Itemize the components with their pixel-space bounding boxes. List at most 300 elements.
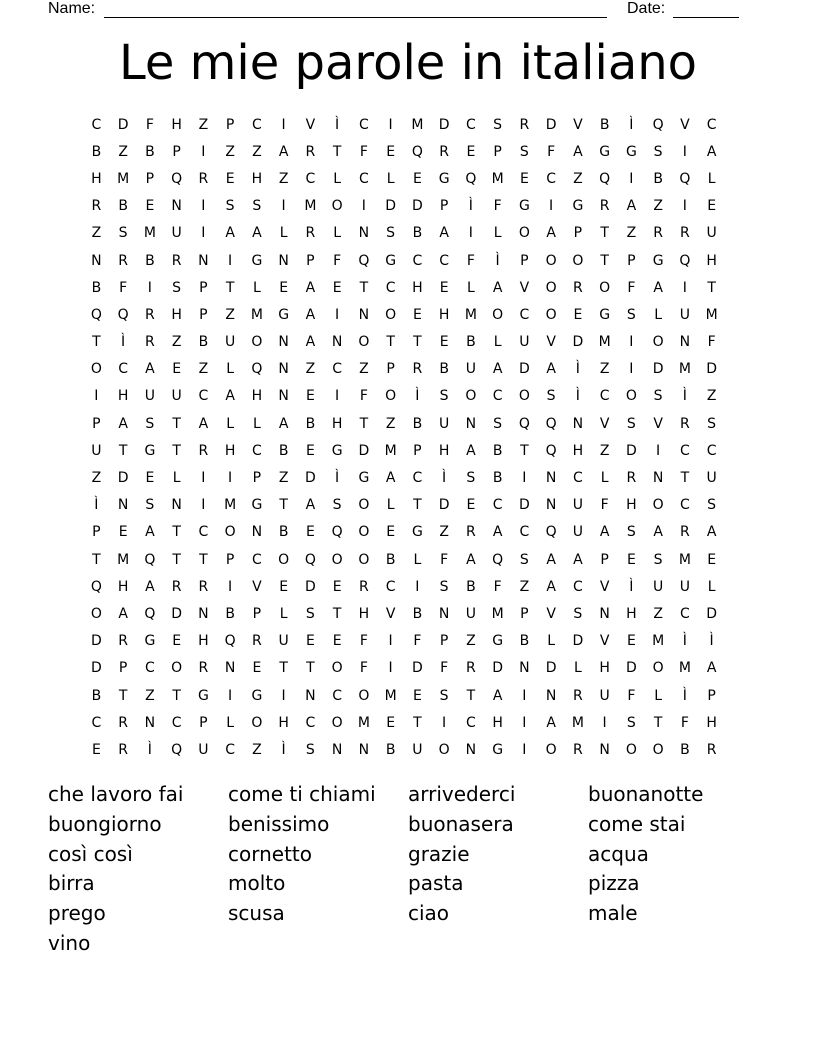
- grid-letter: V: [680, 116, 690, 133]
- grid-letter: C: [679, 442, 690, 459]
- grid-letter: H: [224, 442, 236, 459]
- grid-letter: Q: [90, 578, 102, 595]
- grid-letter: P: [520, 605, 529, 622]
- grid-letter: T: [172, 687, 181, 704]
- grid-letter: H: [626, 497, 637, 514]
- grid-letter: M: [384, 687, 397, 704]
- grid-letter: F: [359, 660, 368, 677]
- date-label: Date:: [627, 0, 666, 17]
- grid-letter: E: [412, 170, 422, 187]
- grid-letter: N: [91, 252, 102, 269]
- grid-letter: E: [412, 306, 422, 323]
- grid-letter: P: [413, 442, 422, 459]
- grid-letter: C: [546, 170, 557, 187]
- grid-letter: A: [118, 605, 128, 622]
- grid-letter: C: [251, 442, 262, 459]
- grid-letter: A: [305, 279, 316, 296]
- grid-letter: Ì: [94, 497, 99, 514]
- grid-letter: C: [305, 170, 316, 187]
- grid-letter: Z: [599, 442, 610, 459]
- grid-letter: V: [519, 279, 530, 296]
- grid-letter: S: [707, 497, 717, 514]
- grid-letter: Ì: [281, 741, 286, 758]
- grid-letter: C: [198, 388, 209, 405]
- grid-letter: T: [520, 442, 529, 459]
- grid-letter: Q: [492, 551, 504, 568]
- grid-letter: D: [572, 633, 584, 650]
- grid-letter: L: [226, 415, 235, 432]
- grid-letter: P: [573, 225, 583, 242]
- word-list-item: come ti chiami: [228, 782, 376, 806]
- grid-letter: Z: [225, 143, 235, 160]
- grid-letter: E: [305, 388, 315, 405]
- word-list-item: cornetto: [228, 841, 313, 866]
- grid-letter: P: [493, 143, 502, 160]
- grid-letter: O: [545, 279, 557, 296]
- grid-letter: I: [415, 578, 420, 595]
- grid-letter: A: [385, 470, 396, 487]
- grid-letter: I: [147, 279, 152, 296]
- grid-letter: V: [385, 605, 396, 622]
- word-list-item: male: [588, 901, 638, 926]
- grid-letter: I: [281, 687, 286, 704]
- grid-letter: T: [413, 714, 422, 731]
- grid-letter: I: [522, 470, 527, 487]
- grid-letter: R: [305, 143, 316, 160]
- word-list-item: scusa: [228, 901, 285, 926]
- grid-letter: G: [518, 198, 530, 215]
- grid-letter: T: [92, 334, 101, 351]
- grid-letter: D: [411, 660, 423, 677]
- grid-letter: L: [707, 578, 716, 595]
- grid-letter: D: [385, 198, 397, 215]
- grid-letter: A: [252, 225, 262, 242]
- grid-letter: O: [545, 741, 557, 758]
- grid-letter: Q: [545, 415, 557, 432]
- grid-letter: D: [706, 361, 718, 378]
- grid-letter: N: [251, 524, 263, 541]
- grid-letter: L: [252, 415, 261, 432]
- grid-letter: B: [439, 361, 449, 378]
- grid-letter: O: [545, 252, 557, 269]
- grid-letter: H: [438, 442, 450, 459]
- word-list-item: buonasera: [408, 811, 514, 836]
- grid-letter: Z: [225, 306, 235, 323]
- grid-letter: D: [171, 605, 183, 622]
- grid-letter: F: [627, 279, 636, 296]
- word-list-item: prego: [48, 901, 106, 926]
- grid-letter: H: [572, 442, 584, 459]
- grid-letter: M: [705, 306, 718, 323]
- grid-letter: P: [199, 714, 208, 731]
- grid-letter: D: [438, 497, 450, 514]
- grid-letter: U: [171, 388, 182, 405]
- grid-letter: C: [144, 660, 155, 677]
- grid-letter: L: [573, 660, 582, 677]
- grid-letter: S: [225, 198, 235, 215]
- grid-letter: G: [251, 687, 263, 704]
- grid-letter: V: [305, 116, 316, 133]
- word-list-item: che lavoro fai: [48, 782, 184, 806]
- grid-letter: Q: [411, 143, 423, 160]
- grid-letter: R: [653, 225, 663, 242]
- grid-letter: Z: [519, 578, 530, 595]
- grid-letter: U: [198, 741, 209, 758]
- grid-letter: O: [625, 741, 637, 758]
- grid-letter: U: [706, 225, 717, 242]
- grid-letter: O: [652, 660, 664, 677]
- grid-letter: B: [466, 578, 476, 595]
- grid-letter: S: [252, 198, 262, 215]
- grid-letter: G: [358, 470, 370, 487]
- grid-letter: V: [599, 415, 610, 432]
- grid-letter: Q: [518, 415, 530, 432]
- grid-letter: R: [198, 660, 209, 677]
- grid-letter: A: [225, 388, 235, 405]
- grid-letter: N: [198, 605, 209, 622]
- grid-letter: G: [197, 687, 209, 704]
- grid-letter: I: [602, 714, 607, 731]
- grid-letter: Ì: [682, 633, 687, 650]
- grid-letter: G: [278, 306, 290, 323]
- grid-letter: O: [599, 279, 611, 296]
- grid-letter: N: [358, 741, 370, 758]
- letter-grid: [83, 111, 725, 764]
- grid-letter: R: [118, 252, 128, 269]
- grid-letter: T: [279, 660, 288, 677]
- grid-letter: A: [466, 551, 476, 568]
- grid-letter: H: [358, 605, 370, 622]
- grid-letter: Ì: [415, 388, 420, 405]
- grid-letter: C: [225, 741, 236, 758]
- grid-letter: T: [359, 415, 369, 432]
- grid-letter: C: [358, 170, 369, 187]
- grid-letter: H: [278, 714, 289, 731]
- grid-letter: V: [252, 578, 262, 595]
- grid-letter: D: [304, 578, 316, 595]
- grid-letter: A: [305, 497, 316, 514]
- grid-letter: S: [626, 306, 636, 323]
- grid-letter: I: [281, 198, 286, 215]
- grid-letter: A: [466, 442, 476, 459]
- grid-letter: T: [680, 470, 690, 487]
- grid-letter: D: [625, 660, 637, 677]
- grid-letter: P: [225, 116, 235, 133]
- grid-letter: U: [91, 442, 102, 459]
- grid-letter: D: [411, 198, 423, 215]
- grid-letter: N: [278, 252, 289, 269]
- grid-letter: M: [678, 551, 691, 568]
- grid-letter: E: [225, 170, 235, 187]
- grid-letter: A: [492, 279, 503, 296]
- grid-letter: N: [171, 497, 182, 514]
- grid-letter: T: [413, 497, 422, 514]
- grid-letter: T: [118, 442, 128, 459]
- grid-letter: R: [680, 225, 690, 242]
- grid-letter: G: [411, 524, 423, 541]
- grid-letter: A: [198, 415, 209, 432]
- grid-letter: H: [492, 714, 503, 731]
- grid-letter: M: [357, 714, 370, 731]
- grid-letter: L: [600, 470, 609, 487]
- grid-letter: M: [411, 116, 424, 133]
- grid-letter: D: [625, 442, 637, 459]
- grid-letter: N: [278, 388, 289, 405]
- grid-letter: B: [225, 605, 235, 622]
- grid-letter: Q: [90, 306, 102, 323]
- grid-letter: P: [199, 279, 208, 296]
- grid-letter: F: [145, 116, 154, 133]
- grid-letter: H: [171, 116, 182, 133]
- grid-letter: A: [573, 143, 583, 160]
- grid-letter: O: [331, 198, 343, 215]
- grid-letter: O: [652, 497, 664, 514]
- grid-letter: O: [518, 225, 530, 242]
- grid-letter: M: [491, 605, 504, 622]
- grid-letter: U: [599, 687, 610, 704]
- grid-letter: C: [492, 388, 503, 405]
- grid-letter: Z: [466, 633, 476, 650]
- grid-letter: T: [386, 334, 395, 351]
- grid-letter: Z: [252, 143, 262, 160]
- grid-letter: N: [144, 714, 156, 731]
- grid-letter: B: [599, 116, 610, 133]
- word-list-item: vino: [48, 930, 91, 955]
- grid-letter: E: [91, 741, 101, 758]
- grid-letter: Z: [278, 470, 289, 487]
- grid-letter: E: [386, 143, 396, 160]
- grid-letter: E: [332, 633, 342, 650]
- grid-letter: Ì: [682, 388, 687, 405]
- grid-letter: N: [224, 660, 236, 677]
- grid-letter: C: [706, 442, 717, 459]
- grid-letter: C: [171, 714, 182, 731]
- grid-letter: R: [91, 198, 102, 215]
- grid-letter: Q: [679, 170, 691, 187]
- grid-letter: C: [91, 116, 102, 133]
- grid-letter: U: [572, 497, 583, 514]
- grid-letter: M: [652, 633, 665, 650]
- grid-letter: A: [546, 714, 556, 731]
- grid-letter: Q: [251, 361, 263, 378]
- grid-letter: N: [305, 687, 316, 704]
- date-blank-line: [673, 17, 739, 18]
- grid-letter: F: [680, 714, 689, 731]
- word-list-item: molto: [228, 871, 286, 896]
- grid-letter: N: [465, 415, 477, 432]
- grid-letter: G: [438, 170, 450, 187]
- grid-letter: Ì: [682, 687, 687, 704]
- grid-letter: C: [439, 252, 450, 269]
- grid-letter: M: [598, 334, 611, 351]
- grid-letter: S: [653, 143, 663, 160]
- grid-letter: H: [438, 306, 450, 323]
- grid-letter: E: [466, 497, 476, 514]
- grid-letter: Q: [171, 170, 183, 187]
- grid-letter: E: [439, 334, 449, 351]
- grid-letter: F: [547, 143, 556, 160]
- grid-letter: E: [305, 442, 315, 459]
- grid-letter: E: [279, 279, 289, 296]
- grid-letter: M: [678, 660, 691, 677]
- grid-letter: Ì: [335, 116, 340, 133]
- grid-letter: A: [278, 143, 289, 160]
- grid-letter: L: [654, 306, 663, 323]
- grid-letter: H: [117, 578, 129, 595]
- grid-letter: C: [679, 497, 690, 514]
- grid-letter: I: [629, 334, 634, 351]
- grid-letter: T: [199, 551, 208, 568]
- grid-letter: U: [706, 470, 717, 487]
- grid-letter: P: [386, 361, 395, 378]
- grid-letter: R: [680, 415, 690, 432]
- grid-letter: B: [412, 415, 423, 432]
- grid-letter: P: [145, 170, 155, 187]
- grid-letter: O: [251, 714, 263, 731]
- grid-letter: A: [439, 225, 449, 242]
- grid-letter: P: [225, 551, 235, 568]
- grid-letter: O: [385, 388, 397, 405]
- grid-letter: B: [91, 279, 102, 296]
- grid-letter: Z: [118, 143, 128, 160]
- grid-letter: B: [385, 741, 396, 758]
- grid-letter: P: [520, 252, 529, 269]
- grid-letter: S: [493, 116, 503, 133]
- grid-letter: L: [252, 279, 261, 296]
- grid-letter: U: [679, 578, 690, 595]
- grid-letter: O: [492, 306, 504, 323]
- grid-letter: O: [652, 334, 664, 351]
- grid-letter: I: [682, 198, 687, 215]
- grid-letter: R: [573, 279, 583, 296]
- grid-letter: G: [144, 442, 156, 459]
- grid-letter: T: [600, 225, 609, 242]
- grid-letter: A: [225, 225, 235, 242]
- grid-letter: Z: [305, 361, 316, 378]
- grid-letter: S: [626, 415, 636, 432]
- grid-letter: D: [652, 361, 664, 378]
- grid-letter: Q: [144, 551, 156, 568]
- grid-letter: I: [228, 578, 233, 595]
- grid-letter: P: [600, 551, 609, 568]
- grid-letter: L: [333, 225, 342, 242]
- grid-letter: M: [250, 306, 263, 323]
- grid-letter: L: [707, 170, 716, 187]
- grid-letter: S: [493, 415, 503, 432]
- grid-letter: O: [331, 714, 343, 731]
- grid-letter: A: [546, 361, 556, 378]
- grid-letter: T: [279, 497, 288, 514]
- grid-letter: T: [172, 415, 181, 432]
- grid-letter: Z: [626, 225, 637, 242]
- grid-letter: H: [117, 388, 129, 405]
- grid-letter: N: [171, 198, 182, 215]
- grid-letter: I: [682, 143, 687, 160]
- grid-letter: A: [546, 578, 556, 595]
- grid-letter: C: [519, 306, 530, 323]
- grid-letter: C: [465, 116, 476, 133]
- grid-letter: P: [199, 306, 208, 323]
- grid-letter: U: [171, 225, 182, 242]
- grid-letter: Ì: [495, 252, 500, 269]
- grid-letter: U: [225, 334, 236, 351]
- grid-letter: G: [492, 633, 504, 650]
- grid-letter: E: [172, 361, 182, 378]
- grid-letter: R: [305, 225, 316, 242]
- grid-letter: V: [653, 415, 663, 432]
- grid-letter: R: [680, 524, 690, 541]
- grid-letter: Q: [652, 116, 664, 133]
- grid-letter: Q: [171, 741, 183, 758]
- grid-letter: I: [335, 388, 340, 405]
- grid-letter: R: [118, 741, 128, 758]
- grid-letter: H: [706, 252, 717, 269]
- grid-letter: F: [359, 633, 368, 650]
- grid-letter: B: [519, 633, 530, 650]
- grid-letter: P: [627, 252, 636, 269]
- grid-letter: T: [466, 687, 476, 704]
- grid-letter: T: [653, 714, 663, 731]
- name-label: Name:: [48, 0, 96, 17]
- grid-letter: A: [145, 524, 155, 541]
- grid-letter: Z: [439, 524, 449, 541]
- grid-letter: C: [412, 470, 423, 487]
- grid-letter: B: [653, 170, 663, 187]
- grid-letter: N: [572, 415, 584, 432]
- grid-letter: Z: [359, 361, 369, 378]
- grid-letter: Q: [465, 170, 477, 187]
- grid-letter: A: [626, 198, 637, 215]
- grid-letter: N: [679, 334, 691, 351]
- grid-letter: I: [361, 198, 366, 215]
- grid-letter: N: [599, 741, 610, 758]
- grid-letter: E: [332, 578, 342, 595]
- grid-letter: L: [386, 170, 395, 187]
- word-list-item: come stai: [588, 811, 686, 836]
- grid-letter: E: [332, 279, 342, 296]
- grid-letter: C: [572, 470, 583, 487]
- grid-letter: S: [707, 415, 717, 432]
- grid-letter: F: [707, 334, 716, 351]
- grid-letter: R: [171, 578, 182, 595]
- grid-letter: Ì: [147, 741, 152, 758]
- grid-letter: T: [225, 279, 235, 296]
- grid-letter: I: [522, 714, 527, 731]
- grid-letter: E: [707, 198, 717, 215]
- grid-letter: Z: [573, 170, 583, 187]
- grid-letter: E: [519, 170, 529, 187]
- grid-letter: I: [94, 388, 99, 405]
- grid-letter: T: [172, 551, 181, 568]
- grid-letter: C: [305, 714, 316, 731]
- grid-letter: B: [278, 442, 289, 459]
- grid-letter: Q: [144, 605, 156, 622]
- grid-letter: P: [92, 524, 101, 541]
- grid-letter: H: [331, 415, 343, 432]
- grid-letter: D: [304, 470, 316, 487]
- grid-letter: T: [172, 442, 181, 459]
- grid-letter: Ì: [709, 633, 714, 650]
- grid-letter: Z: [278, 170, 289, 187]
- grid-letter: I: [522, 687, 527, 704]
- grid-letter: N: [331, 334, 343, 351]
- grid-letter: Z: [91, 470, 102, 487]
- grid-letter: C: [358, 116, 369, 133]
- grid-letter: B: [492, 470, 503, 487]
- grid-letter: R: [466, 660, 476, 677]
- grid-letter: F: [440, 660, 449, 677]
- grid-letter: B: [145, 143, 155, 160]
